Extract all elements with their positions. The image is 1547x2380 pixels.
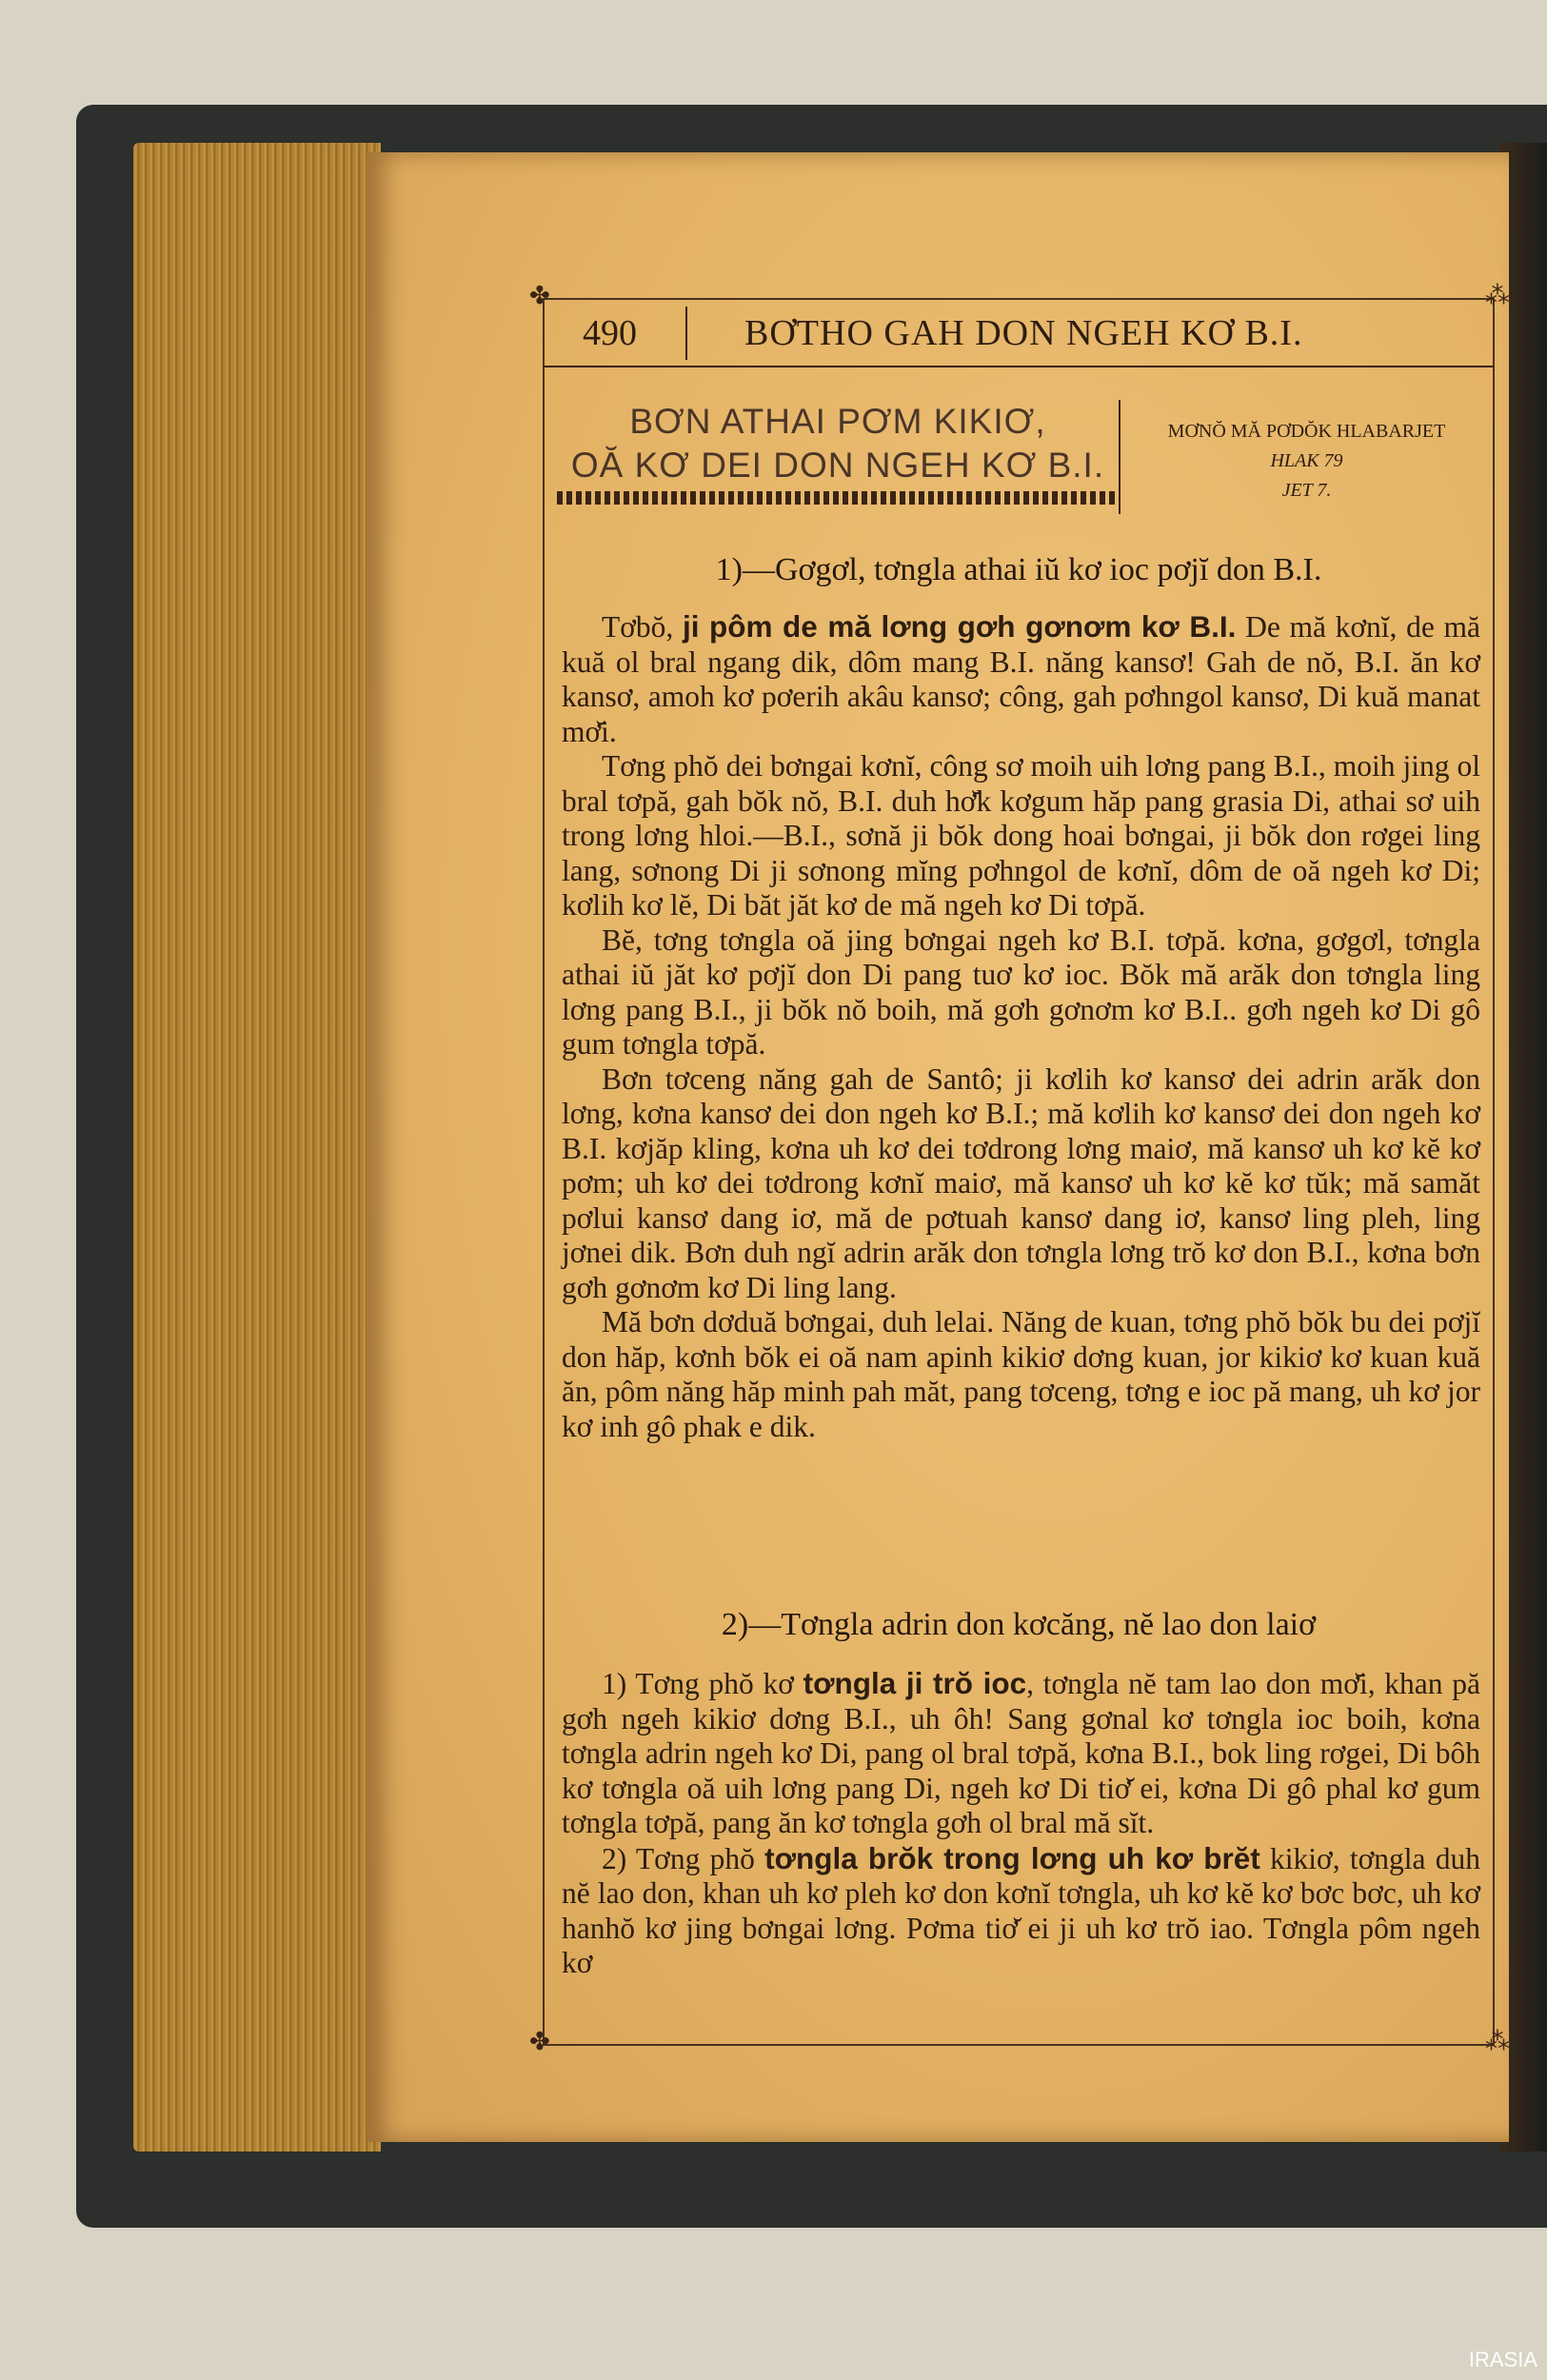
paragraph: Mă bơn dơduă bơngai, duh lelai. Năng de kuan, tơng phŏ bŏk bu dei pơjĭ don hăp, kơnh bŏk ei oă nam apinh kikiơ dơng kuan, jor kikiơ kơ kuan kuă ăn, pôm năng hăp minh pah măt, pang tơceng, tơng e ioc pă mang, uh kơ jor kơ inh gô phak e dik. (562, 1305, 1480, 1443)
paragraph: Tơng phŏ dei bơngai kơnĭ, công sơ moih uih lơng pang B.I., moih jing ol bral tơpă, gah bŏk nŏ, B.I. duh hơ̆k kơgum hăp pang grasia Di, athai sơ uih trong lơng hloi.—B.I., sơnă ji bŏk dong hoai bơngai, ji bŏk don rơgei ling lang, sơnong Di ji sơnong mĭng pơhngol de kơnĭ, dôm de oă ngeh kơ Di; kơlih kơ lĕ, Di băt jăt kơ de mă ngeh kơ Di tơpă. (562, 749, 1480, 922)
paragraph (562, 1666, 1480, 1841)
frame-right-rule (1493, 298, 1495, 2044)
side-note (1123, 417, 1490, 506)
corner-ornament-top-right: ⁂ (1485, 282, 1510, 309)
corner-ornament-top-left: ✤ (529, 282, 550, 309)
header-divider (685, 307, 687, 360)
paragraph-text: De mă kơnĭ, de mă kuă ol bral ngang dik, dôm mang B.I. năng kansơ! Gah de nŏ, B.I. ăn kơ kansơ, amoh kơ pơerih akâu kansơ; công, gah pơhngol kansơ, Di kuă manat mơ̆i. (562, 610, 1480, 748)
section-title-line2: OĂ KƠ DEI DON NGEH KƠ B.I. (570, 446, 1105, 485)
corner-ornament-bottom-right: ⁂ (1485, 2028, 1510, 2055)
paragraph-lead: 2) Tơng phŏ (602, 1841, 765, 1875)
frame-top-rule (543, 298, 1495, 300)
paragraph-emphasis: ji pôm de mă lơng gơh gơnơm kơ B.I. (682, 609, 1237, 644)
corner-ornament-bottom-left: ✤ (529, 2028, 550, 2055)
paragraph-lead: Tơbŏ, (602, 610, 683, 644)
paragraph-text: kikiơ, tơngla duh nĕ lao don, khan uh kơ pleh kơ don kơnĭ tơngla, uh kơ kĕ kơ bơc bơc, uh kơ hanhŏ kơ jing bơngai lơng. Pơma tiơ̆ ei ji uh kơ trŏ iao. Tơngla pôm ngeh kơ (562, 1841, 1480, 1979)
section2-body (562, 1666, 1480, 1981)
paragraph-text: , tơngla nĕ tam lao don mơ̆i, khan pă gơh ngeh kikiơ dơng B.I., uh ôh! Sang gơnal kơ tơngla ioc boih, kơna tơngla adrin ngeh kơ Di, pang ol bral tơpă, kơna B.I., bok ling rơgei, Di bôh kơ tơngla oă uih lơng pang Di, ngeh kơ Di tiơ̆ ei, kơna Di gô phal kơ gum tơngla tơpă, pang ăn kơ tơngla gơh ol bral mă sĭt. (562, 1667, 1480, 1839)
running-head (545, 307, 1493, 367)
watermark: IRASIA (1468, 2348, 1537, 2371)
paragraph: Bĕ, tơng tơngla oă jing bơngai ngeh kơ B.I. tơpă. kơna, gơgơl, tơngla athai iŭ jăt kơ pơjĭ don Di pang tuơ kơ ioc. Bŏk mă arăk don tơngla ling lơng pang B.I., ji bŏk nŏ boih, mă gơh gơnơm kơ B.I.. gơh ngeh kơ Di gô gum tơngla tơpă. (562, 922, 1480, 1061)
paragraph (562, 1841, 1480, 1981)
paragraph: Bơn tơceng năng gah de Santô; ji kơlih kơ kansơ dei adrin arăk don lơng, kơna kansơ dei don ngeh kơ B.I.; mă kơlih kơ kansơ dei don ngeh kơ B.I. kơjăp kling, kơna uh kơ dei tơdrong lơng maiơ, mă kansơ uh kơ kĕ kơ pơm; uh kơ dei tơdrong kơnĭ maiơ, mă kansơ uh kơ kĕ kơ tŭk; mă samăt pơlui kansơ dang iơ, mă de pơtuah kansơ dang iơ, kansơ ling pleh, ling jơnei dik. Bơn duh ngĭ adrin arăk don tơngla lơng trŏ kơ don B.I., kơna bơn gơh gơnơm kơ Di ling lang. (562, 1061, 1480, 1304)
paragraph-lead: 1) Tơng phŏ kơ (602, 1667, 803, 1700)
side-note-line2: HLAK 79 (1270, 450, 1343, 471)
section-title-line1: BƠN ATHAI PƠM KIKIƠ, (629, 402, 1046, 441)
section1-body (562, 609, 1480, 1444)
running-title: BƠTHO GAH DON NGEH KƠ B.I. (744, 313, 1303, 353)
ornamental-border (557, 491, 1119, 505)
page-number: 490 (583, 313, 637, 353)
section-title-box (557, 400, 1121, 514)
paragraph-emphasis: tơngla ji trŏ ioc (803, 1666, 1027, 1700)
section2-heading: 2)—Tơngla adrin don kơcăng, nĕ lao don laiơ (721, 1607, 1317, 1642)
side-note-line3: JET 7. (1281, 480, 1332, 501)
paragraph (562, 609, 1480, 749)
frame-bottom-rule (543, 2044, 1495, 2046)
side-note-line1: MƠNŎ MĂ PƠDŎK HLABARJET (1167, 421, 1446, 442)
paragraph-emphasis: tơngla brŏk trong lơng uh kơ brĕt (764, 1840, 1260, 1875)
section1-heading: 1)—Gơgơl, tơngla athai iŭ kơ ioc pơjĭ don B.I. (715, 552, 1322, 587)
page-edges (133, 143, 381, 2152)
